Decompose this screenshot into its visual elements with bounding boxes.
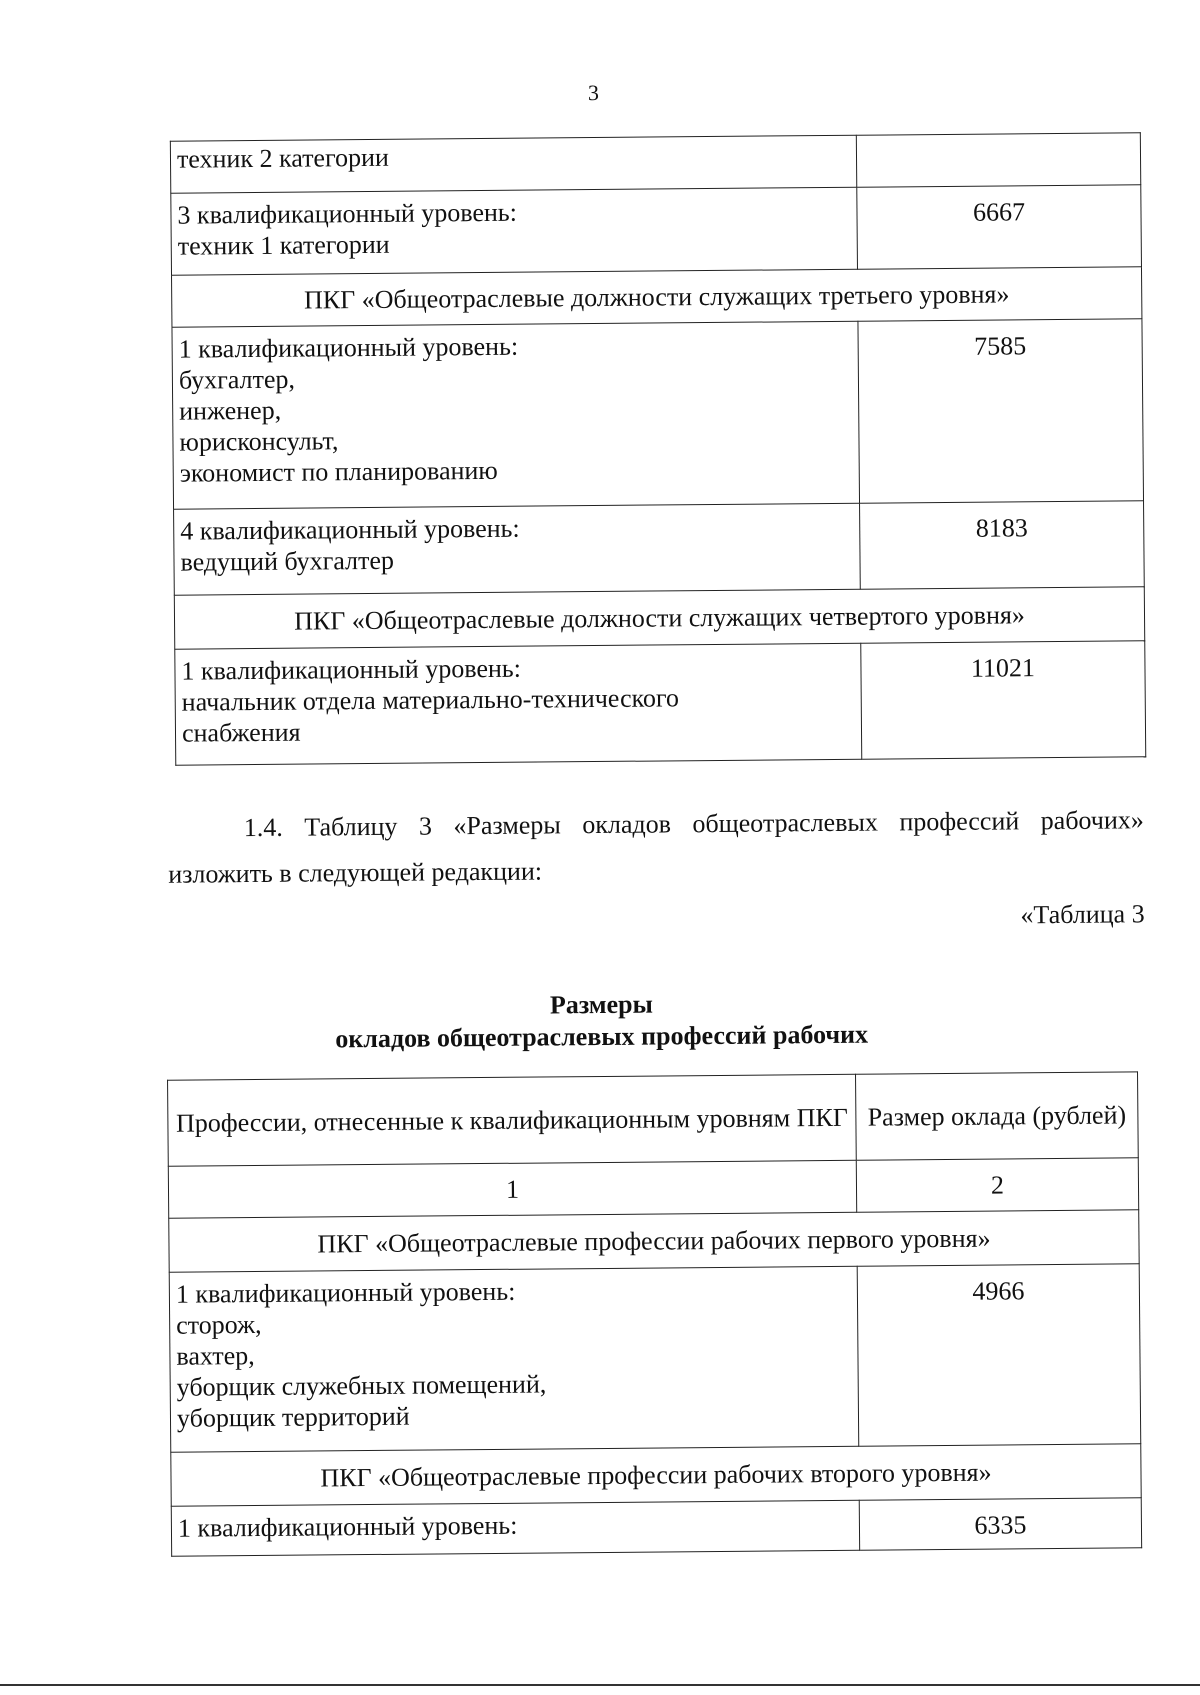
group-heading: ПКГ «Общеотраслевые профессии рабочих первого уровня» — [169, 1210, 1139, 1272]
profession-line: уборщик территорий — [176, 1401, 410, 1433]
group-row — [171, 1444, 1141, 1506]
position-line: инженер, — [179, 395, 282, 426]
position-line: техник 2 категории — [176, 142, 389, 174]
position-line: бухгалтер, — [178, 364, 296, 395]
salary-cell: 4966 — [857, 1264, 1141, 1446]
column-header-professions: Профессии, отнесенные к квалификационным уровням ПКГ — [168, 1074, 857, 1166]
table-row — [174, 501, 1145, 595]
group-row — [172, 267, 1142, 327]
position-line: начальник отдела материально-технического — [181, 683, 680, 717]
position-line: экономист по планированию — [179, 455, 498, 488]
profession-line: вахтер, — [176, 1341, 255, 1371]
group-row — [169, 1210, 1139, 1272]
table-row — [171, 185, 1142, 275]
position-line: юрисконсульт, — [179, 426, 339, 457]
salary-cell: 6667 — [857, 185, 1142, 269]
column-number-row — [168, 1158, 1138, 1218]
table-subtitle: окладов общеотраслевых профессий рабочих — [335, 1019, 869, 1054]
position-cell — [171, 187, 858, 275]
profession-line: сторож, — [176, 1309, 262, 1340]
salary-cell: 7585 — [858, 319, 1144, 503]
table-caption: «Таблица 3 — [1020, 899, 1145, 930]
salary-cell — [856, 133, 1140, 187]
position-line: 4 квалификационный уровень: — [180, 513, 520, 546]
group-heading: ПКГ «Общеотраслевые должности служащих третьего уровня» — [172, 267, 1142, 327]
position-cell — [175, 643, 862, 765]
salary-cell: 6335 — [859, 1498, 1141, 1550]
salary-cell: 11021 — [861, 641, 1146, 759]
profession-line: 1 квалификационный уровень: — [177, 1510, 518, 1543]
paragraph-line: 1.4. Таблицу 3 «Размеры окладов общеотраслевых профессий рабочих» — [243, 805, 1144, 843]
page-number: 3 — [587, 79, 600, 106]
header-row — [168, 1072, 1139, 1166]
position-line: 1 квалификационный уровень: — [181, 653, 522, 686]
table-row — [170, 133, 1140, 193]
position-cell — [170, 135, 856, 193]
table-row — [171, 1498, 1141, 1556]
position-cell — [174, 503, 861, 595]
group-heading: ПКГ «Общеотраслевые профессии рабочих второго уровня» — [171, 1444, 1141, 1506]
position-line: снабжения — [181, 717, 301, 748]
page-edge-line — [0, 1684, 1200, 1686]
workers-salary-table — [167, 1071, 1142, 1556]
table-row — [175, 641, 1146, 765]
paragraph-line: изложить в следующей редакции: — [168, 856, 543, 889]
position-line: 1 квалификационный уровень: — [178, 331, 519, 364]
salary-cell: 8183 — [860, 501, 1145, 589]
profession-cell — [171, 1500, 859, 1556]
position-line: ведущий бухгалтер — [180, 545, 395, 577]
table-row — [169, 1264, 1141, 1452]
position-cell — [172, 321, 860, 509]
profession-line: уборщик служебных помещений, — [176, 1369, 547, 1402]
column-header-salary: Размер оклада (рублей) — [856, 1072, 1139, 1160]
group-heading: ПКГ «Общеотраслевые должности служащих четвертого уровня» — [174, 587, 1144, 649]
position-line: 3 квалификационный уровень: — [177, 197, 518, 230]
table-title: Размеры — [549, 989, 654, 1020]
salary-table-continued — [170, 132, 1146, 765]
column-number: 1 — [168, 1160, 856, 1218]
group-row — [174, 587, 1144, 649]
table-row — [172, 319, 1144, 509]
column-number: 2 — [856, 1158, 1138, 1212]
position-line: техник 1 категории — [177, 229, 390, 261]
profession-line: 1 квалификационный уровень: — [175, 1276, 516, 1309]
profession-cell — [169, 1266, 859, 1452]
